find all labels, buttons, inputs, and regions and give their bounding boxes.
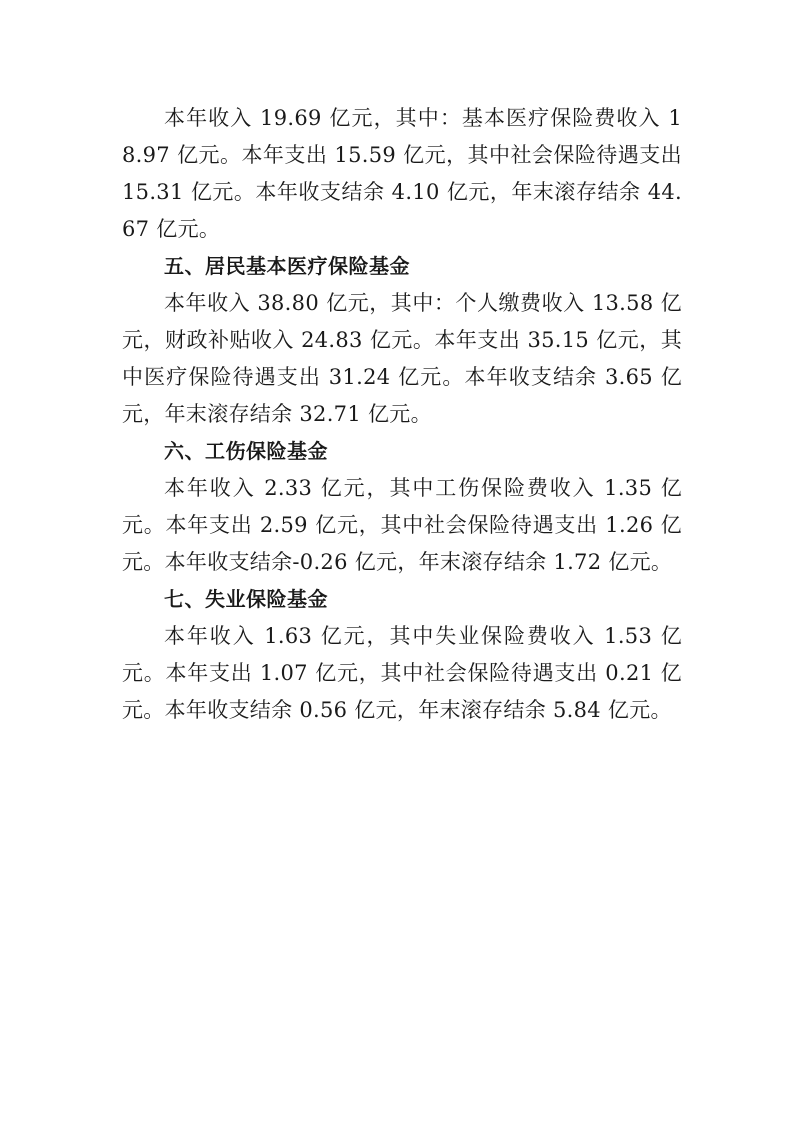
section-heading-work-injury: 六、工伤保险基金 bbox=[164, 439, 328, 463]
paragraph-resident-medical: 本年收入 38.80 亿元，其中：个人缴费收入 13.58 亿元，财政补贴收入 24.83 亿元。本年支出 35.15 亿元，其中医疗保险待遇支出 31.24 亿元。本年收支结余 3.65 亿元，年末滚存结余 32.71 亿元。 bbox=[122, 291, 682, 426]
section-heading-unemployment: 七、失业保险基金 bbox=[164, 587, 328, 611]
paragraph-unemployment: 本年收入 1.63 亿元，其中失业保险费收入 1.53 亿元。本年支出 1.07 亿元，其中社会保险待遇支出 0.21 亿元。本年收支结余 0.56 亿元，年末滚存结余 5.84 亿元。 bbox=[122, 624, 682, 722]
paragraph-work-injury: 本年收入 2.33 亿元，其中工伤保险费收入 1.35 亿元。本年支出 2.59 亿元，其中社会保险待遇支出 1.26 亿元。本年收支结余-0.26 亿元，年末滚存结余 1.72 亿元。 bbox=[122, 476, 682, 574]
section-heading-resident-medical: 五、居民基本医疗保险基金 bbox=[164, 254, 410, 278]
document-body bbox=[122, 100, 682, 729]
paragraph-employee-medical-continued: 本年收入 19.69 亿元，其中：基本医疗保险费收入 18.97 亿元。本年支出 15.59 亿元，其中社会保险待遇支出 15.31 亿元。本年收支结余 4.10 亿元，年末滚存结余 44.67 亿元。 bbox=[122, 106, 682, 241]
